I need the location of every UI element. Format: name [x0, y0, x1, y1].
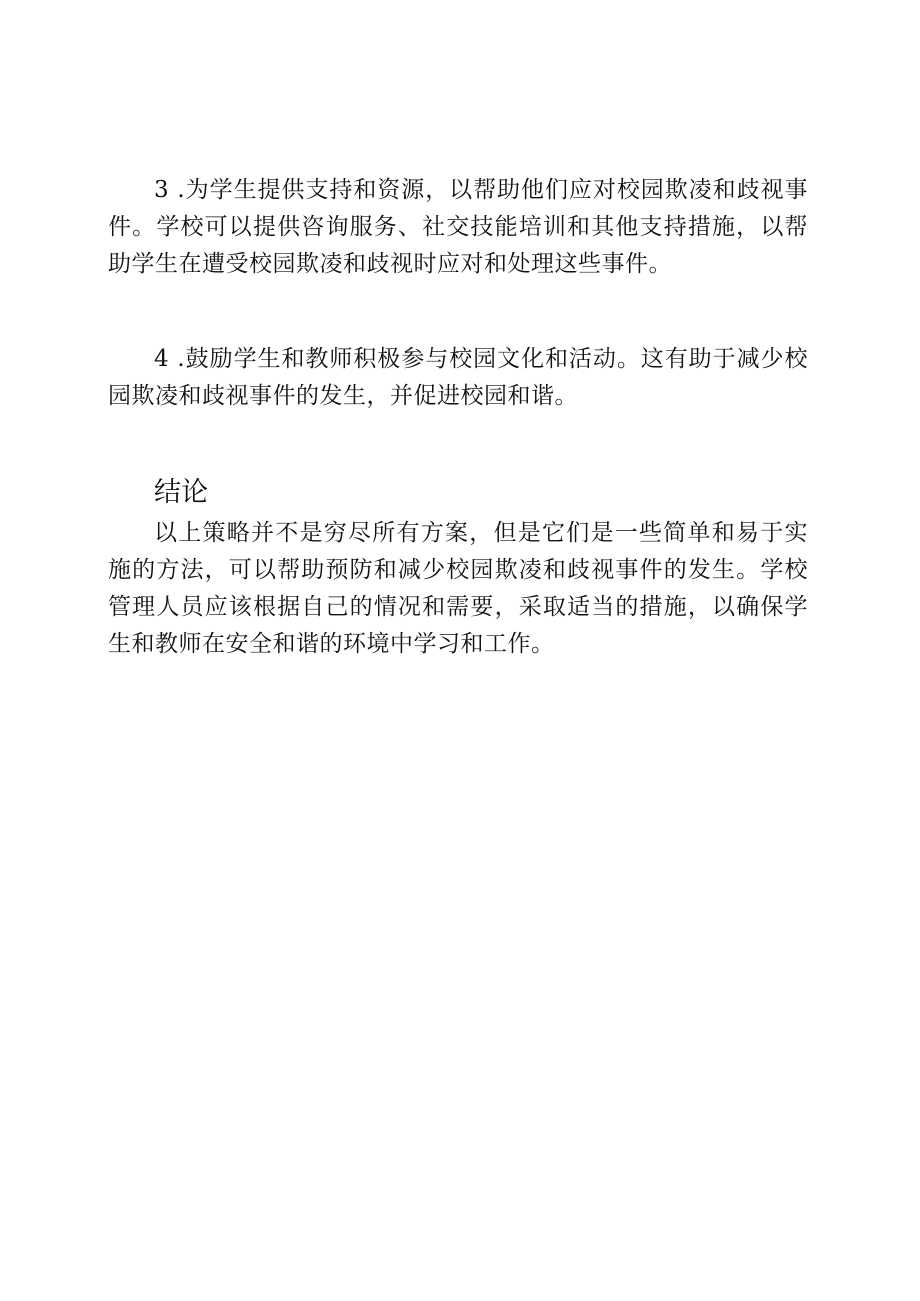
list-item-4: 4 .鼓励学生和教师积极参与校园文化和活动。这有助于减少校园欺凌和歧视事件的发生，并促进校园和谐。 [108, 346, 808, 409]
conclusion-paragraph: 以上策略并不是穷尽所有方案，但是它们是一些简单和易于实施的方法，可以帮助预防和减少校园欺凌和歧视事件的发生。学校管理人员应该根据自己的情况和需要，采取适当的措施，以确保学生和教师在安全和谐的环境中学习和工作。 [108, 520, 808, 657]
list-item-3: 3 .为学生提供支持和资源，以帮助他们应对校园欺凌和歧视事件。学校可以提供咨询服务、社交技能培训和其他支持措施，以帮助学生在遭受校园欺凌和歧视时应对和处理这些事件。 [108, 177, 808, 277]
conclusion-heading: 结论 [154, 477, 208, 508]
document-body [108, 172, 808, 663]
